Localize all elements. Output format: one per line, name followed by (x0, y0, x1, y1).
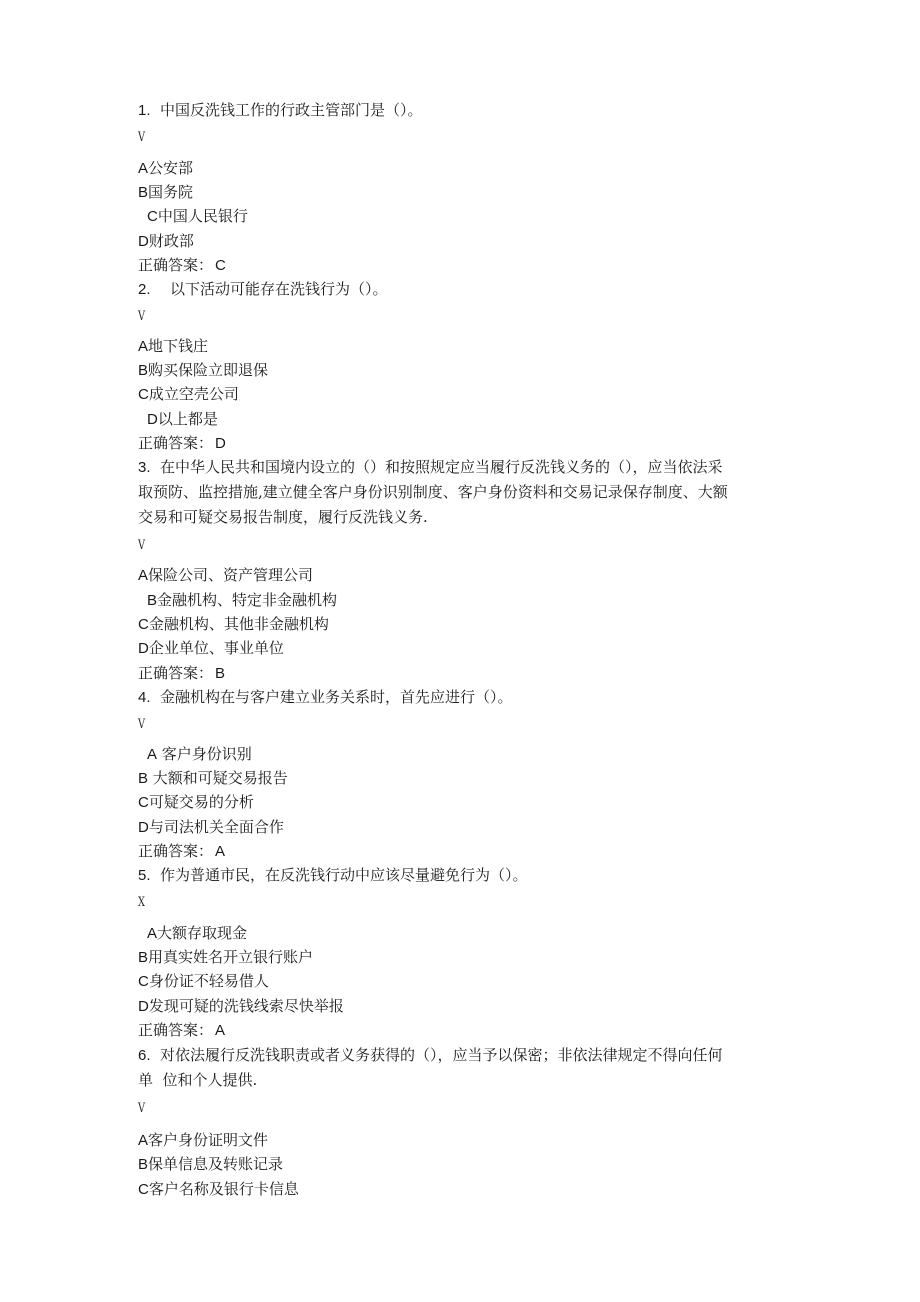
question-6-mark: V (138, 1101, 146, 1116)
option-a: A客户身份证明文件 (138, 1131, 269, 1149)
question-4-stem (138, 685, 796, 710)
correct-answer: 正确答案： B (138, 664, 226, 682)
question-text: 作为普通市民，在反洗钱行动中应该尽量避免行为（）。 (160, 866, 528, 884)
option-b: B保单信息及转账记录 (138, 1155, 284, 1173)
correct-answer: 正确答案： C (138, 256, 226, 274)
question-6-stem (138, 1043, 796, 1093)
option-d: D企业单位、事业单位 (138, 639, 284, 657)
option-d: D以上都是 (147, 410, 218, 428)
option-c: C成立空壳公司 (138, 385, 239, 403)
question-5-mark: X (138, 895, 145, 910)
option-a: A保险公司、资产管理公司 (138, 566, 314, 584)
option-d: D与司法机关全面合作 (138, 818, 284, 836)
option-c: C客户名称及银行卡信息 (138, 1180, 299, 1198)
question-5-stem (138, 863, 796, 888)
option-d: D财政部 (138, 232, 194, 250)
correct-answer: 正确答案： A (138, 1021, 226, 1039)
question-line: 3. 在中华人民共和国境内设立的（）和按照规定应当履行反洗钱义务的（），应当依法采 (138, 455, 796, 480)
question-text: 金融机构在与客户建立业务关系时，首先应进行（）。 (160, 688, 513, 706)
option-a: A大额存取现金 (147, 924, 248, 942)
question-number: 5. (138, 867, 151, 884)
question-3-mark: V (138, 538, 146, 553)
question-line: 6. 对依法履行反洗钱职责或者义务获得的（），应当予以保密；非依法律规定不得向任何 (138, 1043, 796, 1068)
option-b: B 大额和可疑交易报告 (138, 769, 288, 787)
question-line: 取预防、监控措施,建立健全客户身份识别制度、客户身份资料和交易记录保存制度、大额 (138, 483, 728, 501)
question-3-stem (138, 455, 796, 530)
correct-answer: 正确答案： D (138, 434, 226, 452)
option-d: D发现可疑的洗钱线索尽快举报 (138, 997, 344, 1015)
question-4-mark: V (138, 717, 146, 732)
option-b: B购买保险立即退保 (138, 361, 269, 379)
question-2-mark: V (138, 309, 146, 324)
question-1-stem (138, 98, 796, 123)
question-text: 中国反洗钱工作的行政主管部门是（）。 (160, 101, 423, 119)
question-2-stem (138, 277, 796, 302)
option-c: C可疑交易的分析 (138, 793, 254, 811)
question-text: 以下活动可能存在洗钱行为（）。 (170, 280, 388, 298)
question-number: 1. (138, 102, 151, 119)
question-line: 交易和可疑交易报告制度，履行反洗钱义务. (138, 508, 428, 526)
option-c: C身份证不轻易借人 (138, 972, 269, 990)
question-number: 4. (138, 689, 151, 706)
option-a: A公安部 (138, 159, 194, 177)
question-number: 6. (138, 1047, 151, 1064)
correct-answer: 正确答案： A (138, 842, 226, 860)
option-b: B金融机构、特定非金融机构 (147, 591, 338, 609)
option-a: A 客户身份识别 (147, 745, 252, 763)
option-b: B国务院 (138, 183, 194, 201)
question-number: 2. (138, 281, 151, 298)
question-line: 单 位和个人提供. (138, 1071, 258, 1089)
option-a: A地下钱庄 (138, 337, 209, 355)
option-c: C金融机构、其他非金融机构 (138, 615, 329, 633)
question-number: 3. (138, 459, 151, 476)
option-b: B用真实姓名开立银行账户 (138, 948, 314, 966)
option-c: C中国人民银行 (147, 207, 248, 225)
question-1-mark: V (138, 130, 146, 145)
